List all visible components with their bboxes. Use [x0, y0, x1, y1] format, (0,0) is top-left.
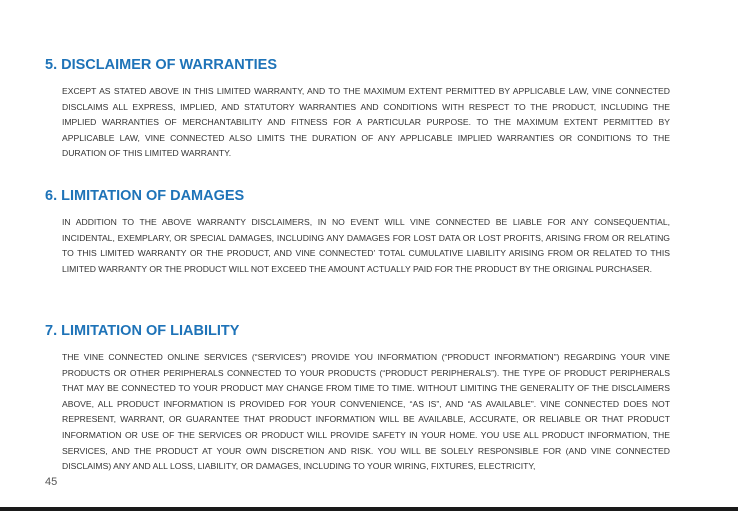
section-heading: 5. DISCLAIMER OF WARRANTIES: [45, 57, 278, 73]
section-limitation-of-damages: [45, 187, 670, 277]
page-number: 45: [45, 476, 58, 488]
section-body: EXCEPT AS STATED ABOVE IN THIS LIMITED WARRANTY, AND TO THE MAXIMUM EXTENT PERMITTED BY APPLICABLE LAW, VINE CONNECTED DISCLAIMS ALL EXPRESS, IMPLIED, AND STATUTORY WARRANTIES AND CONDITIONS WITH RESPECT TO THE PRODUCT, INCLUDING THE IMPLIED WARRANTIES OF MERCHANTABILITY AND FITNESS FOR A PARTICULAR PURPOSE. TO THE MAXIMUM EXTENT PERMITTED BY APPLICABLE LAW, VINE CONNECTED ALSO LIMITS THE DURATION OF ANY APPLICABLE IMPLIED WARRANTIES OR CONDITIONS TO THE DURATION OF THIS LIMITED WARRANTY.: [62, 86, 670, 159]
section-body: THE VINE CONNECTED ONLINE SERVICES (“SERVICES”) PROVIDE YOU INFORMATION (“PRODUCT INFORMATION”) REGARDING YOUR VINE PRODUCTS OR OTHER PERIPHERALS CONNECTED TO YOUR PRODUCTS (“PRODUCT PERIPHERALS”). THE TYPE OF PRODUCT PERIPHERALS THAT MAY BE CONNECTED TO YOUR PRODUCT MAY CHANGE FROM TIME TO TIME. WITHOUT LIMITING THE GENERALITY OF THE DISCLAIMERS ABOVE, ALL PRODUCT INFORMATION IS PROVIDED FOR YOUR CONVENIENCE, “AS IS”, AND “AS AVAILABLE”. VINE CONNECTED DOES NOT REPRESENT, WARRANT, OR GUARANTEE THAT PRODUCT INFORMATION WILL BE AVAILABLE, ACCURATE, OR RELIABLE OR THAT PRODUCT INFORMATION OR USE OF THE SERVICES OR PRODUCT WILL PROVIDE SAFETY IN YOUR HOME. YOU USE ALL PRODUCT INFORMATION, THE SERVICES, AND THE PRODUCT AT YOUR OWN DISCRETION AND RISK. YOU WILL BE SOLELY RESPONSIBLE FOR (AND VINE CONNECTED DISCLAIMS) ANY AND ALL LOSS, LIABILITY, OR DAMAGES, INCLUDING TO YOUR WIRING, FIXTURES, ELECTRICITY,: [62, 352, 670, 472]
section-heading: 6. LIMITATION OF DAMAGES: [45, 188, 245, 204]
section-heading: 7. LIMITATION OF LIABILITY: [45, 323, 240, 339]
section-limitation-of-liability: [45, 322, 670, 475]
bottom-rule: [0, 507, 738, 511]
section-body: IN ADDITION TO THE ABOVE WARRANTY DISCLAIMERS, IN NO EVENT WILL VINE CONNECTED BE LIABLE FOR ANY CONSEQUENTIAL, INCIDENTAL, EXEMPLARY, OR SPECIAL DAMAGES, INCLUDING ANY DAMAGES FOR LOST DATA OR LOST PROFITS, ARISING FROM OR RELATING TO THIS LIMITED WARRANTY OR THE PRODUCT, AND VINE CONNECTED’ TOTAL CUMULATIVE LIABILITY ARISING FROM OR RELATED TO THIS LIMITED WARRANTY OR THE PRODUCT WILL NOT EXCEED THE AMOUNT ACTUALLY PAID FOR THE PRODUCT BY THE ORIGINAL PURCHASER.: [62, 217, 670, 274]
section-disclaimer-of-warranties: [45, 56, 670, 162]
